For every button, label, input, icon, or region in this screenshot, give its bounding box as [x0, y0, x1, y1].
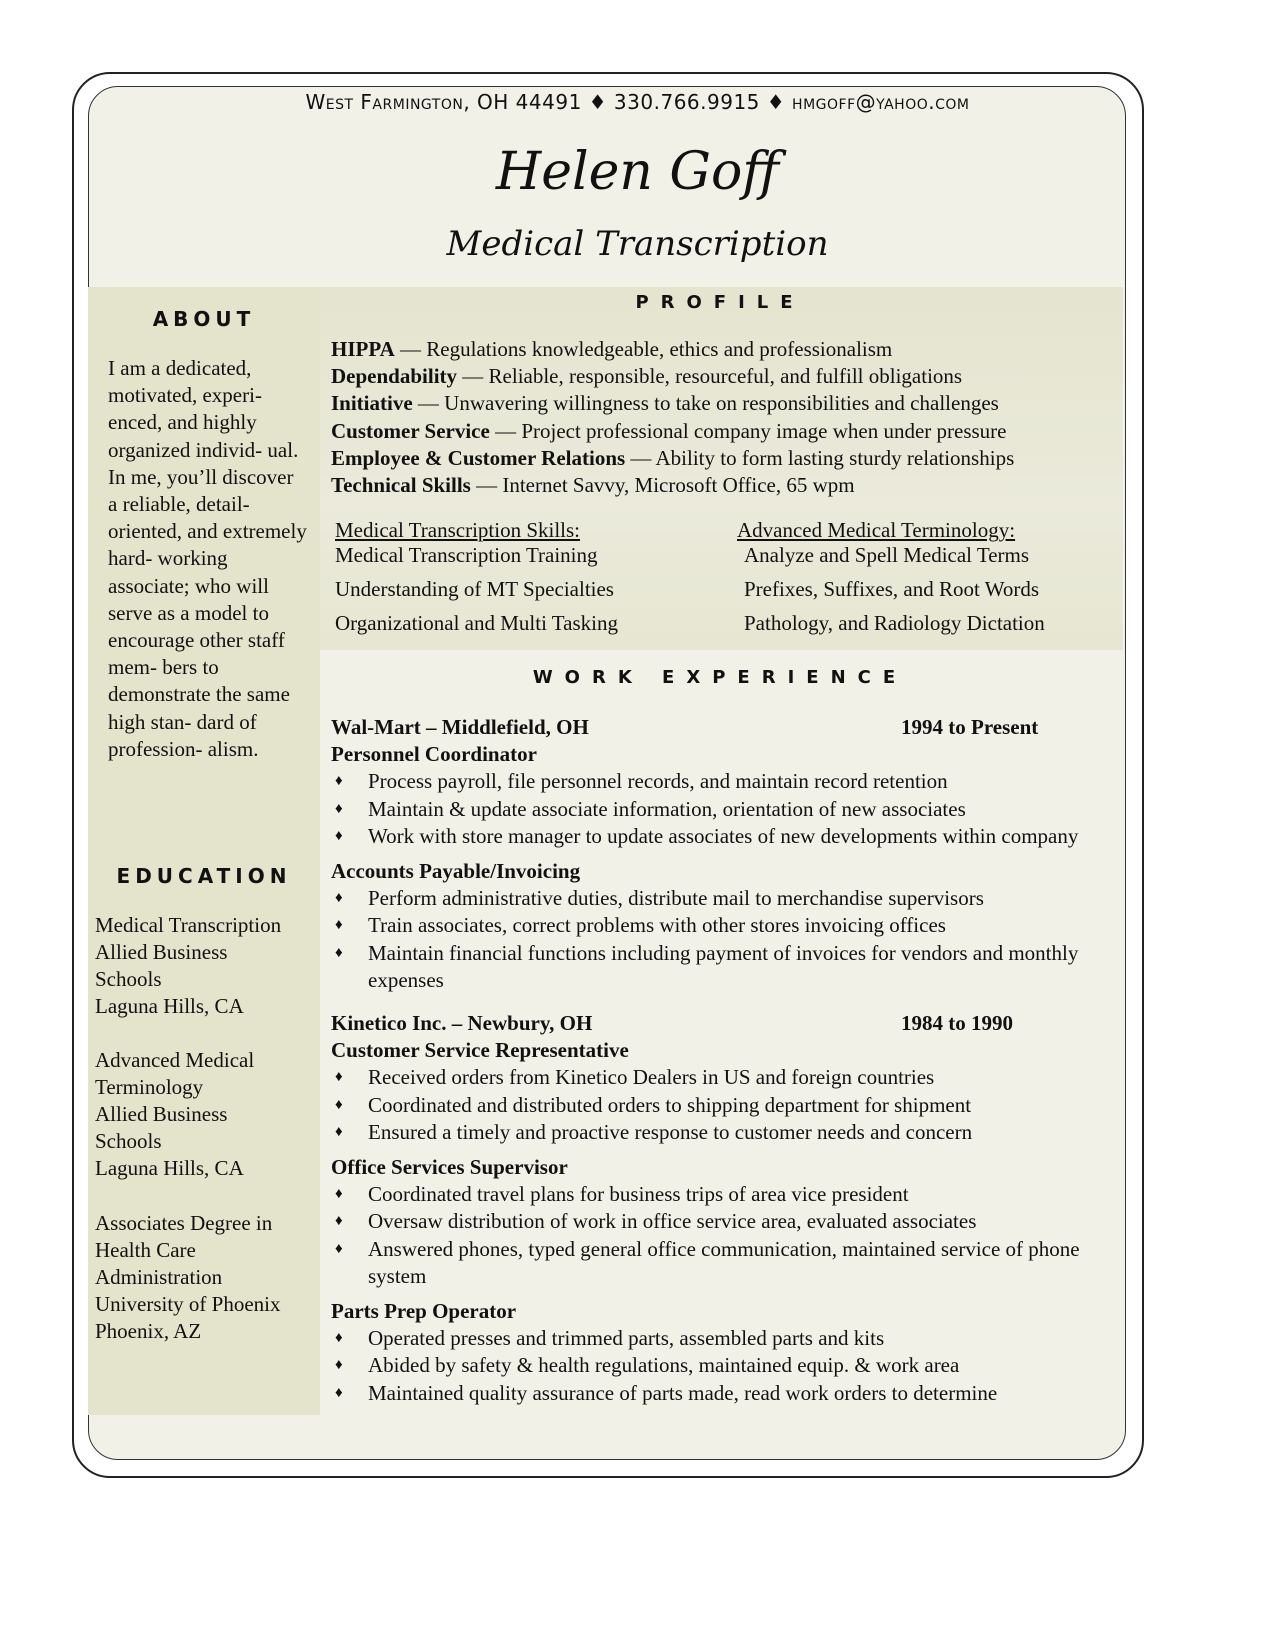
bullet-item: ♦ Coordinated travel plans for business trips of area vice president [331, 1181, 1111, 1208]
education-line: Schools [95, 967, 162, 991]
skill-item: Pathology, and Radiology Dictation [744, 611, 1045, 635]
work-list [331, 714, 1111, 1415]
skill-item: Prefixes, Suffixes, and Root Words [744, 577, 1040, 601]
about-text: I am a dedicated, motivated, experi- enced, and highly organized individ- ual. In me, you’ll discover a reliable, detail-oriented, and extremely hard- working associate; who will serve as a model to encourage other staff mem- bers to demonstrate the same high stan- dard of profession- alism. [108, 356, 307, 761]
bullet-list [331, 885, 1111, 994]
role-title: Accounts Payable/Invoicing [331, 859, 581, 884]
candidate-name: Helen Goff [495, 142, 780, 202]
company: Kinetico Inc. – Newbury, OH [331, 1011, 593, 1036]
education-entry [95, 912, 315, 1020]
profile-item: Employee & Customer Relations — Ability to form lasting sturdy relationships [331, 445, 1015, 470]
education-line: Allied Business [95, 1102, 228, 1126]
bullet-item: ♦ Operated presses and trimmed parts, assembled parts and kits [331, 1325, 1111, 1352]
company: Wal-Mart – Middlefield, OH [331, 715, 589, 739]
work-heading: WORK EXPERIENCE [532, 667, 908, 688]
profile-term: Dependability [331, 364, 458, 389]
profile-item: HIPPA — Regulations knowledgeable, ethics and professionalism [331, 337, 893, 361]
education-line: Administration [95, 1265, 223, 1289]
skills-right-heading: Advanced Medical Terminology: [737, 518, 1016, 542]
role-title: Parts Prep Operator [331, 1299, 517, 1324]
bullet-item: ♦ Abided by safety & health regulations, maintained equip. & work area [331, 1352, 1111, 1379]
profile-term: Technical Skills [331, 473, 471, 498]
profile-desc: Project professional company image when under pressure [521, 418, 1007, 443]
role-title: Office Services Supervisor [331, 1155, 568, 1180]
profile-term: Employee & Customer Relations [331, 445, 626, 470]
profile-term: Customer Service [331, 418, 490, 443]
dates: 1984 to 1990 [901, 1011, 1013, 1036]
profile-desc: Unwavering willingness to take on responsibilities and challenges [444, 391, 999, 416]
role-title: Personnel Coordinator [331, 742, 537, 767]
skills-left [335, 517, 618, 640]
bullet-item: ♦ Work with store manager to update associates of new developments within company [331, 823, 1111, 850]
bullet-item: ♦ Process payroll, file personnel records, and maintain record retention [331, 768, 1111, 795]
profile-desc: Ability to form lasting sturdy relationships [655, 445, 1015, 470]
bullet-item: ♦ Maintain & update associate information, orientation of new associates [331, 796, 1111, 823]
skill-item: Analyze and Spell Medical Terms [744, 543, 1030, 567]
bullet-item: ♦ Train associates, correct problems with other stores invoicing offices [331, 912, 1111, 939]
education-entry [95, 1047, 315, 1182]
about-heading: ABOUT [152, 307, 256, 331]
skill-item: Medical Transcription Training [335, 543, 598, 567]
profile-term: Initiative [331, 391, 413, 416]
profile-desc: Internet Savvy, Microsoft Office, 65 wpm [502, 473, 855, 498]
profile-desc: Regulations knowledgeable, ethics and professionalism [426, 337, 893, 361]
profile-item: Initiative — Unwavering willingness to take on responsibilities and challenges [331, 391, 999, 416]
job-header [331, 1010, 1051, 1037]
profile-desc: Reliable, responsible, resourceful, and fulfill obligations [488, 364, 963, 389]
skills-right [737, 517, 1045, 640]
bullet-item: ♦ Maintained quality assurance of parts made, read work orders to determine [331, 1380, 1111, 1407]
skills-left-heading: Medical Transcription Skills: [335, 518, 581, 542]
contact-line: West Farmington, OH 44491 ♦ 330.766.9915 ♦ hmgoff@yahoo.com [305, 90, 970, 114]
job-header [331, 714, 1051, 741]
dates: 1994 to Present [901, 715, 1039, 739]
bullet-item: ♦ Perform administrative duties, distribute mail to merchandise supervisors [331, 885, 1111, 912]
profile-list [331, 336, 1121, 499]
education-line: Laguna Hills, CA [95, 1156, 244, 1180]
candidate-title: Medical Transcription [446, 224, 829, 264]
education-heading: EDUCATION [116, 864, 292, 888]
profile-term: HIPPA [331, 337, 395, 361]
education-entry [95, 1210, 315, 1345]
spacer [331, 1002, 1111, 1010]
education-line: Medical Transcription [95, 913, 282, 937]
bullet-list [331, 1181, 1111, 1290]
bullet-list [331, 768, 1111, 850]
education-line: University of Phoenix [95, 1292, 281, 1316]
profile-item: Technical Skills — Internet Savvy, Microsoft Office, 65 wpm [331, 473, 855, 498]
bullet-item: ♦ Ensured a timely and proactive response to customer needs and concern [331, 1119, 1111, 1146]
bullet-item: ♦ Maintain financial functions including payment of invoices for vendors and monthly expenses [331, 940, 1111, 994]
skill-item: Organizational and Multi Tasking [335, 611, 618, 635]
bullet-item: ♦ Received orders from Kinetico Dealers in US and foreign countries [331, 1064, 1111, 1091]
education-line: Terminology [95, 1075, 204, 1099]
bullet-list [331, 1325, 1111, 1407]
bullet-list [331, 1064, 1111, 1146]
education-line: Laguna Hills, CA [95, 994, 244, 1018]
profile-item: Customer Service — Project professional company image when under pressure [331, 418, 1007, 443]
bullet-item: ♦ Coordinated and distributed orders to shipping department for shipment [331, 1092, 1111, 1119]
bullet-item: ♦ Oversaw distribution of work in office service area, evaluated associates [331, 1208, 1111, 1235]
education-line: Associates Degree in [95, 1211, 273, 1235]
education-line: Health Care [95, 1238, 196, 1262]
education-line: Phoenix, AZ [95, 1319, 202, 1343]
education-line: Allied Business [95, 940, 228, 964]
education-line: Advanced Medical [95, 1048, 255, 1072]
skill-item: Understanding of MT Specialties [335, 577, 614, 601]
education-line: Schools [95, 1129, 162, 1153]
bullet-item: ♦ Answered phones, typed general office communication, maintained service of phone system [331, 1236, 1111, 1290]
role-title: Customer Service Representative [331, 1038, 629, 1063]
profile-heading: PROFILE [635, 292, 805, 313]
profile-item: Dependability — Reliable, responsible, resourceful, and fulfill obligations [331, 364, 963, 389]
